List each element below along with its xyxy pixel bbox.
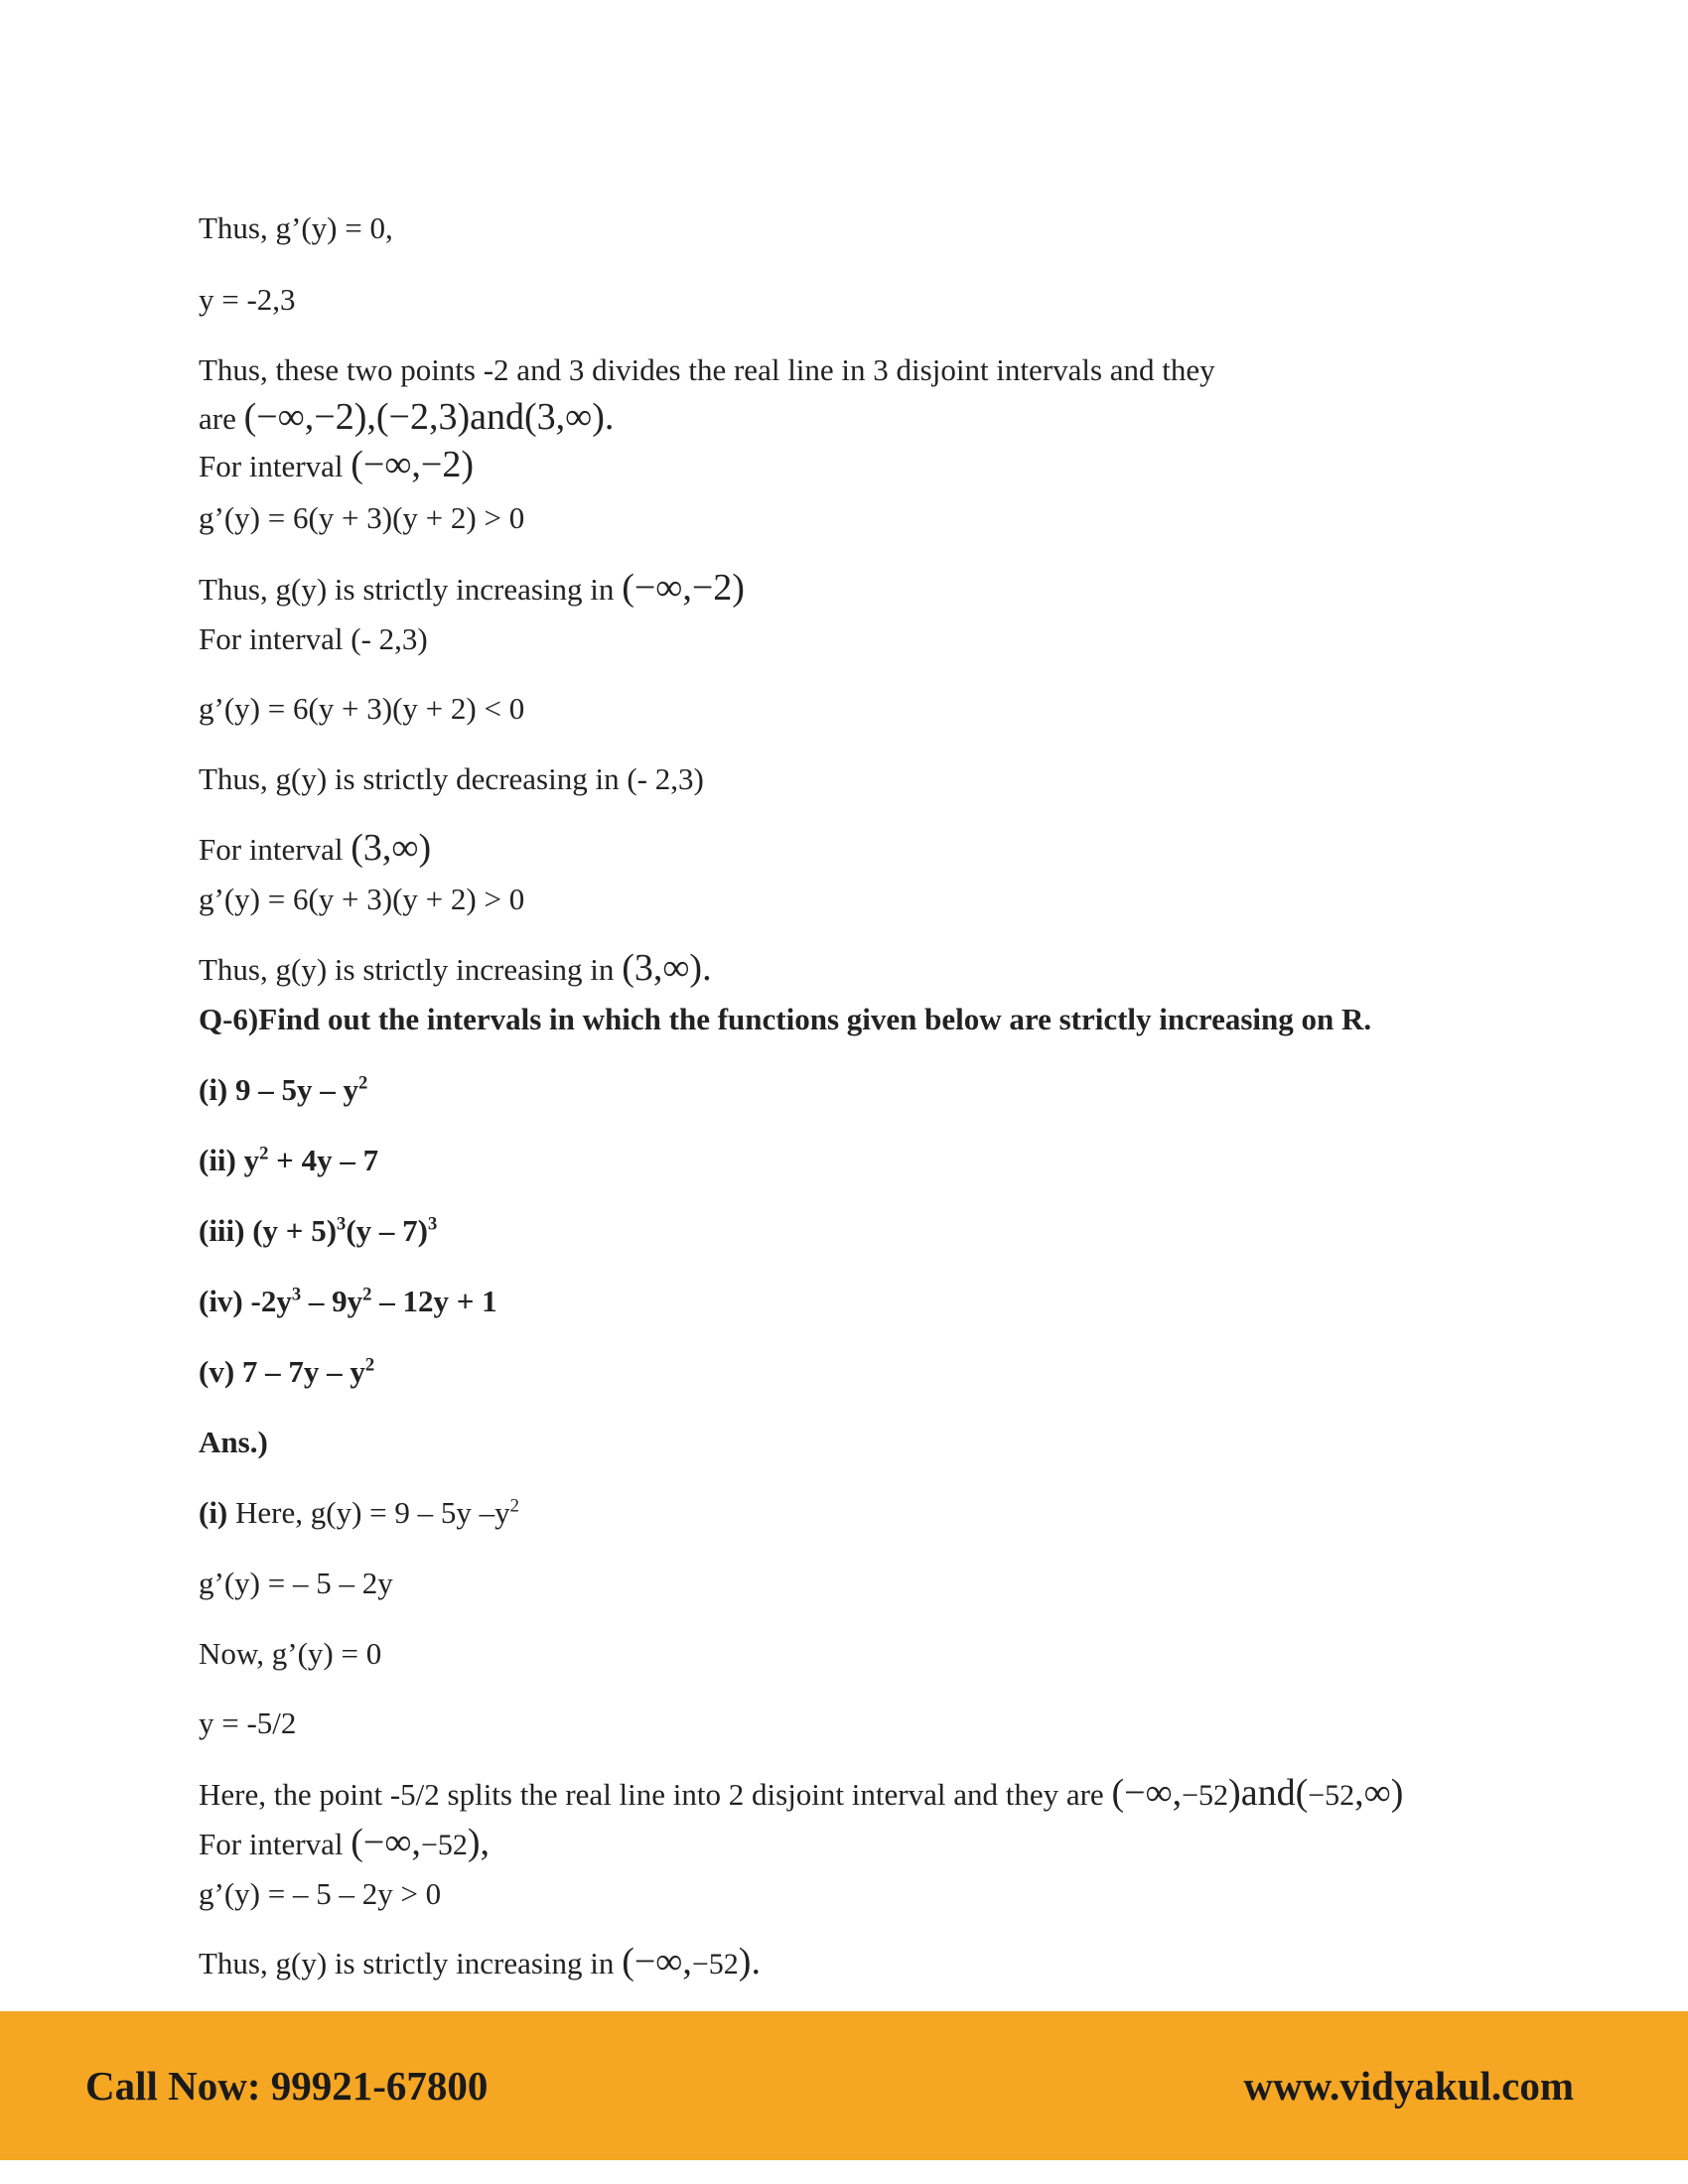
math-interval: (3,∞) <box>351 827 432 869</box>
question-heading: Q-6)Find out the intervals in which the functions given below are strictly increasing on R. <box>199 1002 1372 1036</box>
math-interval: (−∞,−2),(−2,3)and(3,∞). <box>243 396 615 438</box>
math-interval: (−∞,−2) <box>622 567 745 609</box>
text-line: For interval (−∞,−2) <box>199 444 475 485</box>
text-line: Thus, g(y) is strictly increasing in (−∞,−2) <box>199 567 745 609</box>
text-line: Here, the point -5/2 splits the real line into 2 disjoint interval and they are (−∞,−52)and(−52,∞) <box>199 1772 1404 1814</box>
text-line: g’(y) = – 5 – 2y <box>199 1566 393 1600</box>
text-line: Thus, g(y) is strictly decreasing in (- 2,3) <box>199 761 704 796</box>
text-line: Thus, g(y) is strictly increasing in (3,∞). <box>199 947 712 989</box>
footer-banner <box>0 2011 1688 2160</box>
question-item: (i) $9 - 5y - y^2$ <box>199 1072 368 1107</box>
question-item: (iii) $(y + 5)^3(y - 7)^3$ <box>199 1213 438 1248</box>
text-line: Thus, these two points -2 and 3 divides the real line in 3 disjoint intervals and they <box>199 352 1215 387</box>
answer-heading: Ans.) <box>199 1425 268 1459</box>
text-line: Thus, g(y) is strictly increasing in (−∞,−52). <box>199 1941 761 1982</box>
math-interval: (−∞,−2) <box>351 444 475 485</box>
math-interval: (3,∞). <box>622 947 712 989</box>
text-line: (i) Here, g(y) = 9 – 5y $-y^2$ <box>199 1495 519 1530</box>
text-line: y = -5/2 <box>199 1706 297 1740</box>
text-line: g’(y) = – 5 – 2y > 0 <box>199 1876 442 1911</box>
text-line: For interval (- 2,3) <box>199 621 428 656</box>
text-line: Now, g’(y) = 0 <box>199 1636 382 1671</box>
text-line: For interval (3,∞) <box>199 827 432 869</box>
text-line: g’(y) = 6(y + 3)(y + 2) > 0 <box>199 882 525 916</box>
call-now-phone[interactable]: Call Now: 99921-67800 <box>85 2063 489 2109</box>
text-line: g’(y) = 6(y + 3)(y + 2) < 0 <box>199 691 525 726</box>
text-line: g’(y) = 6(y + 3)(y + 2) > 0 <box>199 500 525 535</box>
text-line: y = -2,3 <box>199 282 296 317</box>
text-line: Thus, g’(y) = 0, <box>199 210 393 245</box>
text-line: For interval (−∞,−52), <box>199 1822 491 1863</box>
website-link[interactable]: www.vidyakul.com <box>1243 2063 1574 2109</box>
question-item: (v) $7 - 7y - y^2$ <box>199 1354 375 1389</box>
question-item: (ii) $y^2 + 4y - 7$ <box>199 1143 379 1177</box>
question-item: (iv) $-2y^3 - 9y^2 - 12y + 1$ <box>199 1284 497 1318</box>
text-line: are (−∞,−2),(−2,3)and(3,∞). <box>199 396 615 438</box>
